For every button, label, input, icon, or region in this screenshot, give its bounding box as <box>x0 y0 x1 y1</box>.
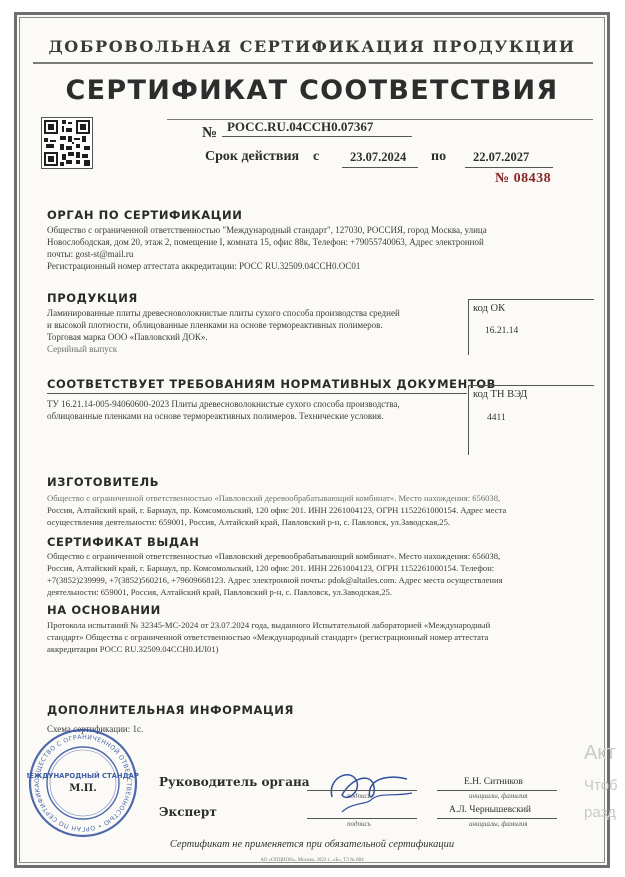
expert-name: А.Л. Чернышевский <box>449 805 531 815</box>
footer-note: Сертификат не применяется при обязательной сертификации <box>169 839 455 850</box>
validity-from-label: с <box>313 149 320 164</box>
product-line-4: Серийный выпуск <box>47 344 118 354</box>
tnved-box-top <box>468 385 594 386</box>
additional-section-title: ДОПОЛНИТЕЛЬНАЯ ИНФОРМАЦИЯ <box>47 703 294 717</box>
organ-line-1: Общество с ограниченной ответственностью "Международный стандарт", 127030, РОССИЯ, город Москва, улица <box>47 225 487 235</box>
additional-line-1: Схема сертификации: 1с. <box>47 724 144 734</box>
okpd-box-left <box>468 299 469 355</box>
overlay-text-2: Чтоб <box>584 777 618 794</box>
product-line-1: Ламинированные плиты древесноволокнистые плиты сухого способа производства средней <box>47 308 400 318</box>
expert-signature-hint: подпись <box>347 820 371 828</box>
issued-details <box>47 550 602 598</box>
organ-line-3: почты: gost-st@mail.ru <box>47 249 134 259</box>
certificate-number: РОСС.RU.04ССН0.07367 <box>227 119 374 134</box>
product-section-title: ПРОДУКЦИЯ <box>47 291 138 305</box>
basis-line-3: аккредитации РОСС RU.32509.04ССН0.ИЛ01) <box>47 644 219 654</box>
number-underline <box>222 136 412 137</box>
head-name-line <box>437 790 557 791</box>
okpd-code-label: код ОК <box>473 303 506 314</box>
head-signature-hint: подпись <box>347 792 371 800</box>
basis-line-2: стандарт» Общества с ограниченной ответственностью «Международный стандарт» (регистрационный номер аттестата <box>47 632 489 642</box>
head-signature-line <box>307 790 417 791</box>
organ-line-2: Новослободская, дом 20, этаж 2, помещение I, комната 15, офис 88к, Телефон: +79055740063, Адрес электронной <box>47 237 484 247</box>
norms-line-1: ТУ 16.21.14-005-94060600-2023 Плиты древесноволокнистые сухого способа производства, <box>47 399 400 409</box>
product-line-2: и высокой плотности, облицованные пленками на основе термореактивных полимеров. <box>47 320 383 330</box>
from-underline <box>342 167 418 168</box>
norms-details <box>47 398 467 422</box>
expert-signature-line <box>307 818 417 819</box>
organ-seal-stamp <box>27 727 139 839</box>
tnved-code-label: код ТН ВЭД <box>473 389 528 400</box>
expert-label: Эксперт <box>159 805 217 819</box>
to-underline <box>465 167 553 168</box>
basis-section-title: НА ОСНОВАНИИ <box>47 603 161 617</box>
norms-line-2: облицованные пленками на основе термореактивных полимеров. Технические условия. <box>47 411 384 421</box>
overlay-text-3: разд <box>584 804 616 821</box>
printer-info: АО «ОПЦИОН», Москва, 2023 г., «Б», Т3 № 884 <box>260 858 364 863</box>
expert-name-line <box>437 818 557 819</box>
product-line-3: Торговая марка ООО «Павловский ДОК». <box>47 332 208 342</box>
validity-to-label: по <box>431 149 447 164</box>
tnved-box-left <box>468 385 469 455</box>
basis-details <box>47 619 602 655</box>
okpd-code-value: 16.21.14 <box>485 326 519 336</box>
organ-details <box>47 224 592 272</box>
organ-section-title: ОРГАН ПО СЕРТИФИКАЦИИ <box>47 208 243 222</box>
head-name: Е.Н. Ситников <box>464 777 523 787</box>
okpd-box-top <box>468 299 594 300</box>
header-divider <box>33 62 593 64</box>
organ-line-4: Регистрационный номер аттестата аккредитации: РОСС RU.32509.04ССН0.ОС01 <box>47 261 361 271</box>
issued-line-4: деятельности: 659001, Россия, Алтайский край, Павловский р-н, с. Павловск, ул.Заводская,25. <box>47 587 392 597</box>
overlay-text-1: Акт <box>584 742 616 764</box>
expert-initials-hint: инициалы, фамилия <box>469 820 528 828</box>
issued-line-3: +7(3852)239999, +7(3852)560216, +79609668123. Адрес электронной почты: pdok@altailes.com. Адрес места осуществления <box>47 575 503 585</box>
manufacturer-details <box>47 492 602 528</box>
certificate-sheet <box>14 12 610 868</box>
voluntary-certification-heading: ДОБРОВОЛЬНАЯ СЕРТИФИКАЦИЯ ПРОДУКЦИИ <box>48 37 576 56</box>
certificate-number-sign: № <box>202 125 218 141</box>
stamp-center-text: ЕЖДУНАРОДНЫЙ СТАНДАР <box>29 772 139 780</box>
manufacturer-section-title: ИЗГОТОВИТЕЛЬ <box>47 475 160 489</box>
manufacturer-line-2: Россия, Алтайский край, г. Барнаул, пр. Комсомольский, 120 офис 201. ИНН 2261004123, ОГРН 1152261000154. Адрес места <box>47 505 507 515</box>
manufacturer-line-3: осуществления деятельности: 659001, Россия, Алтайский край, Павловский р-н, с. Павловск, ул.Заводская,25. <box>47 517 451 527</box>
issued-line-1: Общество с ограниченной ответственностью «Павловский деревообрабатывающий комбинат». Место нахождения: 656038, <box>47 551 501 561</box>
stamp-mp-label: М.П. <box>69 783 97 794</box>
valid-to-date: 22.07.2027 <box>473 150 530 164</box>
stamp-ring-text: ОБЩЕСТВО С ОГРАНИЧЕННОЙ ОТВЕТСТВЕННОСТЬЮ • ОРГАН ПО СЕРТИФИКА <box>33 733 133 833</box>
head-of-organ-label: Руководитель органа <box>159 775 310 789</box>
norms-underline <box>47 393 467 394</box>
qr-code-icon[interactable] <box>41 117 93 169</box>
blank-serial-number: № 08438 <box>495 171 552 186</box>
manufacturer-line-1: Общество с ограниченной ответственностью «Павловский деревообрабатывающий комбинат». Место нахождения: 656038, <box>47 493 501 503</box>
product-details <box>47 307 467 355</box>
page-title: СЕРТИФИКАТ СООТВЕТСТВИЯ <box>65 75 559 106</box>
norms-section-title: СООТВЕТСТВУЕТ ТРЕБОВАНИЯМ НОРМАТИВНЫХ ДОКУМЕНТОВ <box>47 377 497 391</box>
issued-line-2: Россия, Алтайский край, г. Барнаул, пр. Комсомольский, 120 офис 201. ИНН 2261004123, ОГРН 1152261000154. Телефон: <box>47 563 495 573</box>
tnved-code-value: 4411 <box>487 413 506 423</box>
issued-section-title: СЕРТИФИКАТ ВЫДАН <box>47 535 200 549</box>
valid-from-date: 23.07.2024 <box>350 150 407 164</box>
basis-line-1: Протокола испытаний № 32345-МС-2024 от 23.07.2024 года, выданного Испытательной лабораторией «Международный <box>47 620 491 630</box>
validity-label: Срок действия <box>205 149 300 164</box>
head-initials-hint: инициалы, фамилия <box>469 792 528 800</box>
